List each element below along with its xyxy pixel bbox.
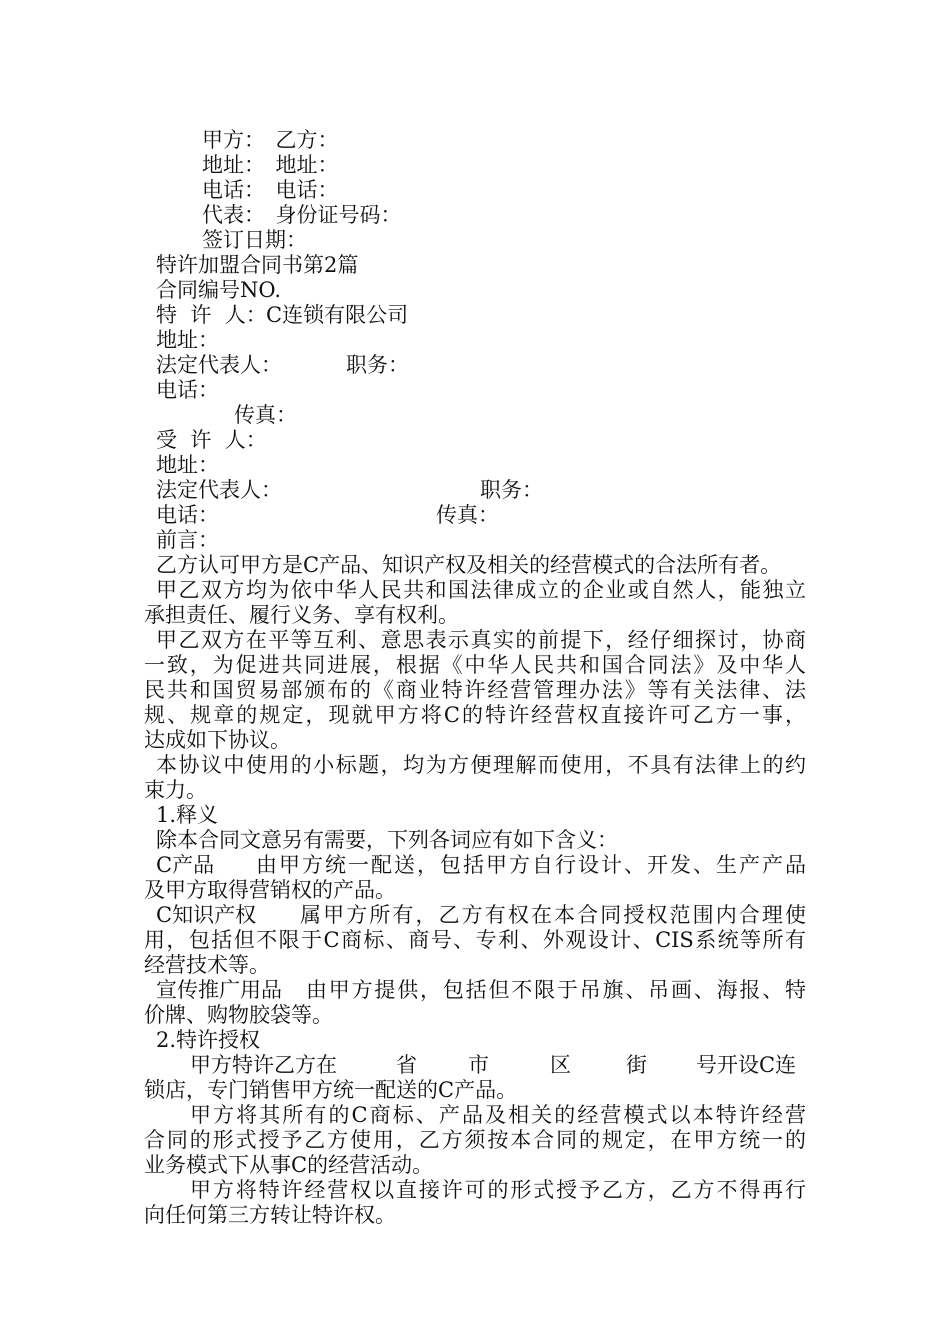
definition-text-line: 属甲方所有，乙方有权在本合同授权范围内合理使	[300, 903, 806, 927]
definition-text-line: 价牌、购物胶袋等。	[144, 1003, 333, 1027]
preface-paragraph-3-line: 达成如下协议。	[144, 728, 291, 752]
signing-date-line: 签订日期：	[202, 228, 307, 252]
clause-blank-label: 省	[396, 1053, 417, 1077]
contract-number: 合同编号NO.	[156, 278, 282, 302]
clause-text: 号开设C连	[696, 1053, 797, 1077]
party-phone-line: 电话： 电话：	[202, 178, 339, 202]
party-address-line: 地址： 地址：	[202, 153, 339, 177]
preface-paragraph-3-line: 甲乙双方在平等互利、意思表示真实的前提下，经仔细探讨，协商	[156, 628, 806, 652]
clause-text-line: 甲方将特许经营权以直接许可的形式授予乙方，乙方不得再行	[190, 1178, 806, 1202]
definition-text-line: 及甲方取得营销权的产品。	[144, 878, 396, 902]
section-2-heading: 2.特许授权	[156, 1028, 261, 1052]
definition-text-line: 用，包括但不限于C商标、商号、专利、外观设计、CIS系统等所有	[144, 928, 806, 952]
licensee-address: 地址：	[156, 453, 219, 477]
clause-text-line: 向任何第三方转让特许权。	[144, 1203, 396, 1227]
clause-text-line: 合同的形式授予乙方使用，乙方须按本合同的规定，在甲方统一的	[144, 1128, 806, 1152]
licensor-label: 特 许 人：	[156, 303, 267, 327]
clause-text-line: 业务模式下从事C的经营活动。	[144, 1153, 434, 1177]
licensee-legal-rep: 法定代表人：	[156, 478, 282, 502]
licensor-fax: 传真：	[234, 403, 297, 427]
contract-title: 特许加盟合同书第2篇	[156, 253, 359, 277]
definition-term: C知识产权	[156, 903, 257, 927]
clause-text: 甲方特许乙方在	[190, 1053, 337, 1077]
licensor-legal-rep: 法定代表人：	[156, 353, 282, 377]
licensor-position: 职务：	[346, 353, 409, 377]
clause-text-line: 甲方将其所有的C商标、产品及相关的经营模式以本特许经营	[190, 1103, 806, 1127]
preface-paragraph-1: 乙方认可甲方是C产品、知识产权及相关的经营模式的合法所有者。	[156, 553, 782, 577]
licensee-fax: 传真：	[436, 503, 499, 527]
preface-paragraph-3-line: 民共和国贸易部颁布的《商业特许经营管理办法》等有关法律、法	[144, 678, 806, 702]
definition-term: 宣传推广用品	[156, 978, 282, 1002]
licensee-label: 受 许 人：	[156, 428, 267, 452]
licensee-phone: 电话：	[156, 503, 219, 527]
licensor-address: 地址：	[156, 328, 219, 352]
clause-blank-label: 街	[626, 1053, 647, 1077]
party-representative-line: 代表： 身份证号码：	[202, 203, 402, 227]
preface-paragraph-4-line: 束力。	[144, 778, 207, 802]
definition-term: C产品	[156, 853, 215, 877]
definition-text-line: 由甲方统一配送，包括甲方自行设计、开发、生产产品	[256, 853, 806, 877]
preface-paragraph-4-line: 本协议中使用的小标题，均为方便理解而使用，不具有法律上的约	[156, 753, 806, 777]
licensor-name: C连锁有限公司	[266, 303, 409, 327]
section-1-heading: 1.释义	[156, 803, 219, 827]
preface-paragraph-2-line: 甲乙双方均为依中华人民共和国法律成立的企业或自然人，能独立	[156, 578, 806, 602]
clause-text-line: 锁店，专门销售甲方统一配送的C产品。	[144, 1078, 518, 1102]
definition-text-line: 由甲方提供，包括但不限于吊旗、吊画、海报、特	[306, 978, 806, 1002]
preface-paragraph-3-line: 一致，为促进共同进展，根据《中华人民共和国合同法》及中华人	[144, 653, 806, 677]
preface-label: 前言：	[156, 528, 219, 552]
definition-text-line: 经营技术等。	[144, 953, 270, 977]
preface-paragraph-3-line: 规、规章的规定，现就甲方将C的特许经营权直接许可乙方一事，	[144, 703, 806, 727]
section-1-intro: 除本合同文意另有需要，下列各词应有如下含义：	[156, 828, 618, 852]
preface-paragraph-2-line: 承担责任、履行义务、享有权利。	[144, 603, 459, 627]
licensee-position: 职务：	[480, 478, 543, 502]
clause-blank-label: 区	[550, 1053, 571, 1077]
party-header-line: 甲方： 乙方：	[202, 128, 339, 152]
licensor-phone: 电话：	[156, 378, 219, 402]
clause-blank-label: 市	[468, 1053, 489, 1077]
